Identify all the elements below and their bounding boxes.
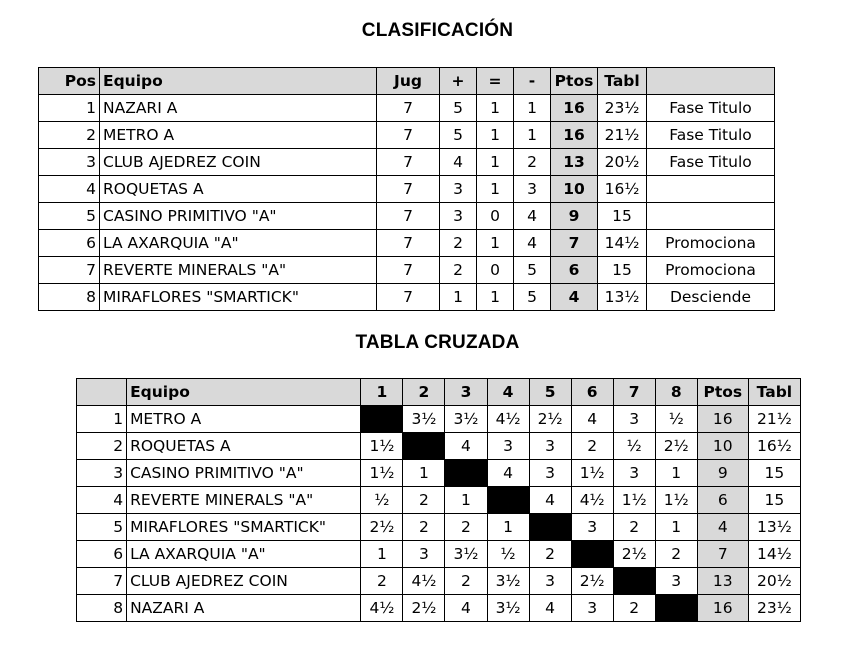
- row-number-cell: 4: [77, 487, 127, 514]
- result-cell: 4½: [571, 487, 613, 514]
- team-name-cell: LA AXARQUIA "A": [127, 541, 361, 568]
- diagonal-cell: [403, 433, 445, 460]
- result-cell: 2½: [529, 406, 571, 433]
- table-row: [39, 230, 775, 257]
- result-cell: 3: [403, 541, 445, 568]
- points-cell: 7: [551, 230, 598, 257]
- cruzada-header-row: [77, 379, 801, 406]
- tabla-cruzada-table: [76, 378, 801, 622]
- team-name-cell: CASINO PRIMITIVO "A": [100, 203, 377, 230]
- col-header-drawn: =: [477, 68, 514, 95]
- pos-cell: 2: [39, 122, 100, 149]
- result-cell: 2½: [361, 514, 403, 541]
- result-cell: 3½: [487, 595, 529, 622]
- team-name-cell: NAZARI A: [100, 95, 377, 122]
- status-cell: Fase Titulo: [647, 95, 775, 122]
- result-cell: 1: [445, 487, 487, 514]
- points-cell: 6: [551, 257, 598, 284]
- points-cell: 7: [697, 541, 748, 568]
- points-cell: 13: [697, 568, 748, 595]
- result-cell: 2½: [571, 568, 613, 595]
- points-cell: 6: [697, 487, 748, 514]
- pos-cell: 4: [39, 176, 100, 203]
- status-cell: Desciende: [647, 284, 775, 311]
- result-cell: 2: [613, 595, 655, 622]
- table-row: [39, 257, 775, 284]
- result-cell: 1: [655, 460, 697, 487]
- status-cell: [647, 176, 775, 203]
- col-header-won: +: [440, 68, 477, 95]
- drawn-cell: 1: [477, 122, 514, 149]
- board-points-cell: 14½: [748, 541, 800, 568]
- clasificacion-header-row: [39, 68, 775, 95]
- table-row: [77, 406, 801, 433]
- result-cell: 1: [361, 541, 403, 568]
- col-header-lost: -: [514, 68, 551, 95]
- drawn-cell: 1: [477, 95, 514, 122]
- lost-cell: 3: [514, 176, 551, 203]
- diagonal-cell: [445, 460, 487, 487]
- pos-cell: 3: [39, 149, 100, 176]
- team-name-cell: REVERTE MINERALS "A": [127, 487, 361, 514]
- result-cell: 3: [487, 433, 529, 460]
- lost-cell: 1: [514, 122, 551, 149]
- result-cell: 2: [445, 568, 487, 595]
- status-cell: Promociona: [647, 230, 775, 257]
- row-number-cell: 3: [77, 460, 127, 487]
- result-cell: 1½: [571, 460, 613, 487]
- col-header-opp-7: 7: [613, 379, 655, 406]
- drawn-cell: 1: [477, 284, 514, 311]
- col-header-equipo: Equipo: [127, 379, 361, 406]
- board-points-cell: 16½: [598, 176, 647, 203]
- result-cell: 3: [529, 568, 571, 595]
- col-header-tabl: Tabl: [748, 379, 800, 406]
- result-cell: 3: [613, 406, 655, 433]
- result-cell: 1: [403, 460, 445, 487]
- result-cell: 1: [655, 514, 697, 541]
- col-header-opp-2: 2: [403, 379, 445, 406]
- board-points-cell: 20½: [748, 568, 800, 595]
- result-cell: 3: [613, 460, 655, 487]
- result-cell: 2½: [613, 541, 655, 568]
- games-cell: 7: [377, 284, 440, 311]
- points-cell: 13: [551, 149, 598, 176]
- col-header-ptos: Ptos: [551, 68, 598, 95]
- won-cell: 5: [440, 122, 477, 149]
- result-cell: 1: [487, 514, 529, 541]
- points-cell: 4: [551, 284, 598, 311]
- drawn-cell: 0: [477, 203, 514, 230]
- result-cell: 3½: [445, 541, 487, 568]
- team-name-cell: CLUB AJEDREZ COIN: [100, 149, 377, 176]
- games-cell: 7: [377, 122, 440, 149]
- table-row: [77, 433, 801, 460]
- team-name-cell: CLUB AJEDREZ COIN: [127, 568, 361, 595]
- result-cell: 2½: [655, 433, 697, 460]
- result-cell: 4: [445, 433, 487, 460]
- team-name-cell: REVERTE MINERALS "A": [100, 257, 377, 284]
- team-name-cell: ROQUETAS A: [100, 176, 377, 203]
- team-name-cell: NAZARI A: [127, 595, 361, 622]
- clasificacion-title: CLASIFICACIÓN: [361, 20, 514, 41]
- table-row: [77, 460, 801, 487]
- board-points-cell: 15: [598, 257, 647, 284]
- points-cell: 4: [697, 514, 748, 541]
- table-row: [77, 514, 801, 541]
- result-cell: ½: [613, 433, 655, 460]
- games-cell: 7: [377, 203, 440, 230]
- result-cell: 4: [529, 595, 571, 622]
- col-header-opp-1: 1: [361, 379, 403, 406]
- col-header-opp-4: 4: [487, 379, 529, 406]
- table-row: [39, 203, 775, 230]
- pos-cell: 6: [39, 230, 100, 257]
- points-cell: 9: [697, 460, 748, 487]
- result-cell: 2: [361, 568, 403, 595]
- table-row: [77, 568, 801, 595]
- points-cell: 16: [551, 95, 598, 122]
- points-cell: 16: [551, 122, 598, 149]
- drawn-cell: 1: [477, 149, 514, 176]
- clasificacion-table: [38, 67, 775, 311]
- board-points-cell: 21½: [748, 406, 800, 433]
- row-number-cell: 7: [77, 568, 127, 595]
- lost-cell: 5: [514, 257, 551, 284]
- status-cell: Fase Titulo: [647, 122, 775, 149]
- board-points-cell: 13½: [748, 514, 800, 541]
- result-cell: 3½: [403, 406, 445, 433]
- team-name-cell: METRO A: [100, 122, 377, 149]
- drawn-cell: 1: [477, 176, 514, 203]
- result-cell: ½: [487, 541, 529, 568]
- col-header-opp-6: 6: [571, 379, 613, 406]
- result-cell: 3: [571, 595, 613, 622]
- result-cell: 3: [655, 568, 697, 595]
- row-number-cell: 6: [77, 541, 127, 568]
- pos-cell: 1: [39, 95, 100, 122]
- col-header-opp-3: 3: [445, 379, 487, 406]
- result-cell: 2: [529, 541, 571, 568]
- result-cell: 3½: [487, 568, 529, 595]
- result-cell: 4½: [487, 406, 529, 433]
- diagonal-cell: [571, 541, 613, 568]
- status-cell: Fase Titulo: [647, 149, 775, 176]
- diagonal-cell: [613, 568, 655, 595]
- drawn-cell: 1: [477, 230, 514, 257]
- result-cell: 1½: [361, 433, 403, 460]
- row-number-cell: 8: [77, 595, 127, 622]
- result-cell: 3: [529, 433, 571, 460]
- won-cell: 2: [440, 257, 477, 284]
- lost-cell: 2: [514, 149, 551, 176]
- col-header-jug: Jug: [377, 68, 440, 95]
- result-cell: 1½: [655, 487, 697, 514]
- board-points-cell: 21½: [598, 122, 647, 149]
- drawn-cell: 0: [477, 257, 514, 284]
- won-cell: 4: [440, 149, 477, 176]
- result-cell: 2: [445, 514, 487, 541]
- row-number-cell: 1: [77, 406, 127, 433]
- table-row: [39, 95, 775, 122]
- diagonal-cell: [361, 406, 403, 433]
- won-cell: 5: [440, 95, 477, 122]
- won-cell: 3: [440, 203, 477, 230]
- result-cell: 3½: [445, 406, 487, 433]
- result-cell: 2: [403, 487, 445, 514]
- games-cell: 7: [377, 176, 440, 203]
- tabla-cruzada-title: TABLA CRUZADA: [355, 332, 520, 353]
- pos-cell: 8: [39, 284, 100, 311]
- diagonal-cell: [655, 595, 697, 622]
- team-name-cell: MIRAFLORES "SMARTICK": [100, 284, 377, 311]
- result-cell: 2: [613, 514, 655, 541]
- result-cell: 2½: [403, 595, 445, 622]
- lost-cell: 1: [514, 95, 551, 122]
- col-header-tabl: Tabl: [598, 68, 647, 95]
- diagonal-cell: [487, 487, 529, 514]
- table-row: [39, 122, 775, 149]
- result-cell: 3: [571, 514, 613, 541]
- col-header-opp-5: 5: [529, 379, 571, 406]
- result-cell: ½: [655, 406, 697, 433]
- games-cell: 7: [377, 95, 440, 122]
- diagonal-cell: [529, 514, 571, 541]
- col-header-note: [647, 68, 775, 95]
- team-name-cell: LA AXARQUIA "A": [100, 230, 377, 257]
- games-cell: 7: [377, 257, 440, 284]
- team-name-cell: ROQUETAS A: [127, 433, 361, 460]
- table-row: [39, 176, 775, 203]
- lost-cell: 4: [514, 203, 551, 230]
- board-points-cell: 23½: [748, 595, 800, 622]
- won-cell: 3: [440, 176, 477, 203]
- result-cell: 4½: [403, 568, 445, 595]
- games-cell: 7: [377, 230, 440, 257]
- points-cell: 10: [697, 433, 748, 460]
- result-cell: 4: [445, 595, 487, 622]
- lost-cell: 4: [514, 230, 551, 257]
- status-cell: Promociona: [647, 257, 775, 284]
- board-points-cell: 13½: [598, 284, 647, 311]
- team-name-cell: MIRAFLORES "SMARTICK": [127, 514, 361, 541]
- result-cell: 1½: [613, 487, 655, 514]
- pos-cell: 7: [39, 257, 100, 284]
- row-number-cell: 2: [77, 433, 127, 460]
- won-cell: 1: [440, 284, 477, 311]
- team-name-cell: METRO A: [127, 406, 361, 433]
- lost-cell: 5: [514, 284, 551, 311]
- points-cell: 10: [551, 176, 598, 203]
- col-header-ptos: Ptos: [697, 379, 748, 406]
- board-points-cell: 20½: [598, 149, 647, 176]
- result-cell: 2: [403, 514, 445, 541]
- col-header-num: [77, 379, 127, 406]
- games-cell: 7: [377, 149, 440, 176]
- result-cell: 4: [529, 487, 571, 514]
- points-cell: 16: [697, 595, 748, 622]
- result-cell: 1½: [361, 460, 403, 487]
- points-cell: 9: [551, 203, 598, 230]
- board-points-cell: 15: [748, 487, 800, 514]
- points-cell: 16: [697, 406, 748, 433]
- table-row: [77, 487, 801, 514]
- col-header-pos: Pos: [39, 68, 100, 95]
- result-cell: 4: [487, 460, 529, 487]
- board-points-cell: 23½: [598, 95, 647, 122]
- result-cell: 3: [529, 460, 571, 487]
- result-cell: ½: [361, 487, 403, 514]
- table-row: [39, 284, 775, 311]
- col-header-opp-8: 8: [655, 379, 697, 406]
- team-name-cell: CASINO PRIMITIVO "A": [127, 460, 361, 487]
- board-points-cell: 14½: [598, 230, 647, 257]
- col-header-equipo: Equipo: [100, 68, 377, 95]
- board-points-cell: 15: [748, 460, 800, 487]
- table-row: [39, 149, 775, 176]
- won-cell: 2: [440, 230, 477, 257]
- board-points-cell: 15: [598, 203, 647, 230]
- result-cell: 4: [571, 406, 613, 433]
- table-row: [77, 595, 801, 622]
- pos-cell: 5: [39, 203, 100, 230]
- table-row: [77, 541, 801, 568]
- row-number-cell: 5: [77, 514, 127, 541]
- status-cell: [647, 203, 775, 230]
- result-cell: 2: [655, 541, 697, 568]
- result-cell: 2: [571, 433, 613, 460]
- board-points-cell: 16½: [748, 433, 800, 460]
- result-cell: 4½: [361, 595, 403, 622]
